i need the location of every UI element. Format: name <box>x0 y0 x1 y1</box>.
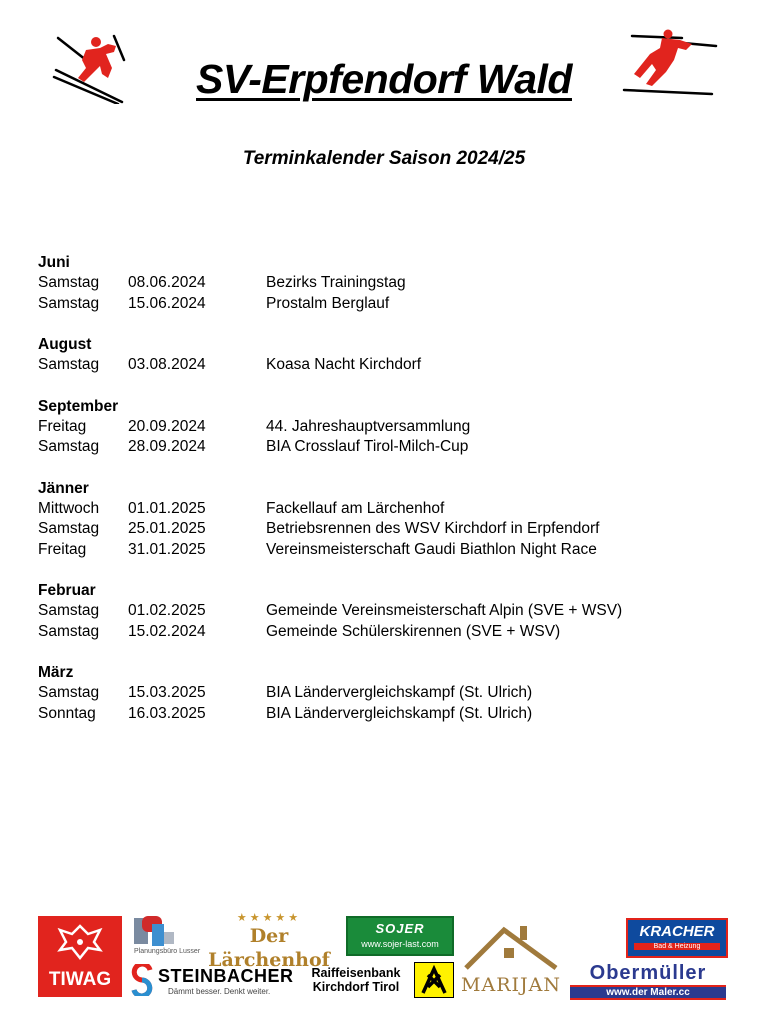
month-heading: August <box>38 336 92 353</box>
raiffeisen-line1: Raiffeisenbank <box>311 966 401 980</box>
event-row <box>38 355 738 376</box>
event-day: Samstag <box>38 356 100 373</box>
month-heading: Februar <box>38 582 96 599</box>
sojer-url: www.sojer-last.com <box>361 939 439 949</box>
month-block <box>38 479 738 561</box>
raiffeisen-giebelkreuz-icon <box>414 962 454 998</box>
event-date: 20.09.2024 <box>128 417 206 435</box>
event-date: 25.01.2025 <box>128 520 206 537</box>
event-date: 28.09.2024 <box>128 438 206 455</box>
event-day: Samstag <box>38 622 100 640</box>
event-date: 31.01.2025 <box>128 540 206 558</box>
sponsor-bar <box>36 912 732 1000</box>
marijan-name: MARIJAN <box>461 974 561 996</box>
month-heading: März <box>38 664 74 681</box>
subtitle: Terminkalender Saison 2024/25 <box>242 148 526 169</box>
event-row <box>38 499 738 520</box>
event-name: Fackellauf am Lärchenhof <box>266 499 445 517</box>
month-block <box>38 663 738 724</box>
event-day: Samstag <box>38 602 100 619</box>
event-day: Samstag <box>38 684 100 701</box>
month-block <box>38 581 738 642</box>
sojer-logo <box>346 916 454 956</box>
event-name: BIA Crosslauf Tirol-Milch-Cup <box>266 438 469 455</box>
stars-icon: ★★★★★ <box>236 912 302 924</box>
steinbacher-logo <box>128 964 294 998</box>
event-date: 15.03.2025 <box>128 684 206 701</box>
month-block <box>38 397 738 458</box>
event-row <box>38 437 738 458</box>
sojer-name: SOJER <box>375 921 425 936</box>
event-day: Sonntag <box>38 704 96 722</box>
tiwag-logo <box>38 916 122 997</box>
event-calendar <box>38 253 738 745</box>
laerchenhof-name: Der Lärchenhof <box>208 925 330 971</box>
event-date: 01.01.2025 <box>128 499 206 517</box>
obermueller-logo <box>566 962 730 998</box>
pl-icon <box>130 914 200 948</box>
event-row <box>38 540 738 561</box>
month-block <box>38 335 738 376</box>
laerchenhof-logo <box>199 912 339 971</box>
tiwag-name: TIWAG <box>48 969 112 990</box>
month-heading: September <box>38 397 119 415</box>
event-date: 15.02.2024 <box>128 622 206 640</box>
raiffeisen-line2: Kirchdorf Tirol <box>312 980 400 994</box>
house-icon <box>460 922 562 974</box>
steinbacher-name: STEINBACHER <box>158 966 294 986</box>
event-name: 44. Jahreshauptversammlung <box>266 417 471 435</box>
kracher-name: KRACHER <box>639 923 715 940</box>
month-block <box>38 253 738 314</box>
raiffeisenbank-name <box>302 966 410 998</box>
planungsbuero-logo <box>130 914 200 958</box>
event-name: BIA Ländervergleichskampf (St. Ulrich) <box>266 704 533 722</box>
event-name: Betriebsrennen des WSV Kirchdorf in Erpfendorf <box>266 520 600 537</box>
event-day: Mittwoch <box>38 499 100 517</box>
event-date: 15.06.2024 <box>128 294 206 312</box>
event-date: 03.08.2024 <box>128 356 206 373</box>
month-heading: Juni <box>38 254 70 271</box>
event-row <box>38 294 738 315</box>
event-row <box>38 683 738 704</box>
event-row <box>38 273 738 294</box>
event-row <box>38 704 738 725</box>
event-row <box>38 519 738 540</box>
steinbacher-s-icon <box>128 964 156 996</box>
marijan-logo <box>460 922 562 998</box>
event-day: Samstag <box>38 520 100 537</box>
event-date: 16.03.2025 <box>128 704 206 722</box>
eagle-icon <box>38 916 122 966</box>
page-title <box>0 56 768 103</box>
event-row <box>38 601 738 622</box>
kracher-logo <box>626 918 728 958</box>
event-day: Samstag <box>38 274 100 291</box>
month-heading: Jänner <box>38 479 89 497</box>
event-row <box>38 622 738 643</box>
title-text: SV-Erpfendorf Wald <box>196 56 572 102</box>
event-name: Prostalm Berglauf <box>266 294 390 312</box>
obermueller-tagline: www.der Maler.cc <box>570 985 726 1000</box>
event-name: Vereinsmeisterschaft Gaudi Biathlon Night Race <box>266 540 597 558</box>
event-date: 08.06.2024 <box>128 274 206 291</box>
steinbacher-tagline: Dämmt besser. Denkt weiter. <box>168 987 271 996</box>
planungsbuero-name: Planungsbüro Lusser <box>134 948 201 955</box>
event-name: Bezirks Trainingstag <box>266 274 406 291</box>
event-row <box>38 417 738 438</box>
event-day: Samstag <box>38 438 100 455</box>
event-name: Gemeinde Vereinsmeisterschaft Alpin (SVE + WSV) <box>266 602 623 619</box>
event-name: Koasa Nacht Kirchdorf <box>266 356 422 373</box>
event-day: Freitag <box>38 540 87 558</box>
event-day: Samstag <box>38 294 100 312</box>
event-day: Freitag <box>38 417 87 435</box>
obermueller-name: Obermüller <box>589 962 707 984</box>
event-date: 01.02.2025 <box>128 602 206 619</box>
event-name: Gemeinde Schülerskirennen (SVE + WSV) <box>266 622 561 640</box>
event-name: BIA Ländervergleichskampf (St. Ulrich) <box>266 684 533 701</box>
kracher-tagline: Bad & Heizung <box>634 943 720 950</box>
